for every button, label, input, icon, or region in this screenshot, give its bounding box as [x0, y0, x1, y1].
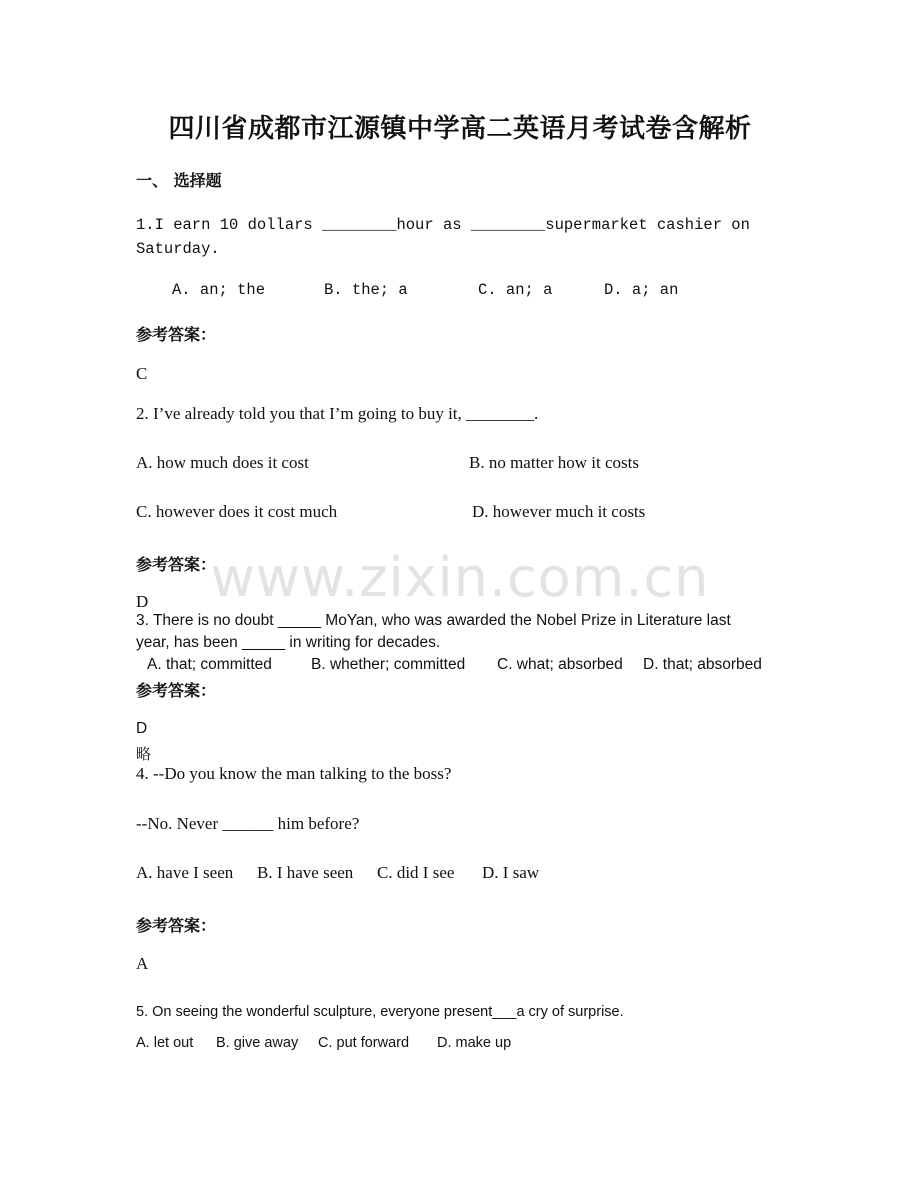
q5-option-d: D. make up — [437, 1035, 512, 1051]
q1-option-b: B. the; a — [324, 281, 408, 299]
q3-answer: D — [136, 720, 148, 737]
q3-stem-line1: 3. There is no doubt _____ MoYan, who was awarded the Nobel Prize in Literature last — [136, 612, 731, 629]
q4-option-b: B. I have seen — [257, 863, 354, 882]
q2-option-b: B. no matter how it costs — [469, 453, 639, 472]
q3-option-d: D. that; absorbed — [643, 656, 762, 673]
q5-option-c: C. put forward — [318, 1035, 410, 1051]
q1-stem-line1: 1.I earn 10 dollars ________hour as ________supermarket cashier on — [136, 216, 750, 234]
q4-answer: A — [136, 954, 149, 973]
document-title: 四川省成都市江源镇中学高二英语月考试卷含解析 — [168, 114, 752, 144]
q3-option-a: A. that; committed — [147, 656, 272, 673]
q2-stem: 2. I’ve already told you that I’m going to buy it, ________. — [136, 404, 539, 423]
q4-stem-line2: --No. Never ______ him before? — [136, 814, 360, 833]
q4-option-d: D. I saw — [482, 863, 540, 882]
q3-stem-line2: year, has been _____ in writing for decades. — [136, 634, 441, 651]
q5-option-b: B. give away — [216, 1035, 299, 1051]
q3-explanation: 略 — [136, 745, 152, 763]
q5-stem: 5. On seeing the wonderful sculpture, everyone present___a cry of surprise. — [136, 1004, 624, 1020]
q1-option-a: A. an; the — [172, 281, 266, 299]
q1-answer-label: 参考答案： — [136, 325, 217, 344]
q2-answer-label: 参考答案： — [136, 555, 217, 574]
q3-answer-label: 参考答案： — [136, 681, 217, 700]
q2-option-d: D. however much it costs — [472, 502, 646, 521]
q2-answer: D — [136, 592, 149, 611]
q1-option-d: D. a; an — [604, 281, 679, 299]
q4-answer-label: 参考答案： — [136, 916, 217, 935]
q3-option-b: B. whether; committed — [311, 656, 466, 673]
watermark: www.zixin.com.cn — [210, 546, 710, 609]
section-heading: 一、 选择题 — [136, 171, 222, 190]
q1-option-c: C. an; a — [478, 281, 553, 299]
q1-stem-line2: Saturday. — [136, 240, 220, 258]
q4-option-a: A. have I seen — [136, 863, 234, 882]
q2-option-a: A. how much does it cost — [136, 453, 309, 472]
q4-option-c: C. did I see — [377, 863, 455, 882]
q5-option-a: A. let out — [136, 1035, 194, 1051]
q4-stem-line1: 4. --Do you know the man talking to the boss? — [136, 764, 452, 783]
q3-option-c: C. what; absorbed — [497, 656, 623, 673]
q1-answer: C — [136, 364, 148, 383]
q2-option-c: C. however does it cost much — [136, 502, 338, 521]
